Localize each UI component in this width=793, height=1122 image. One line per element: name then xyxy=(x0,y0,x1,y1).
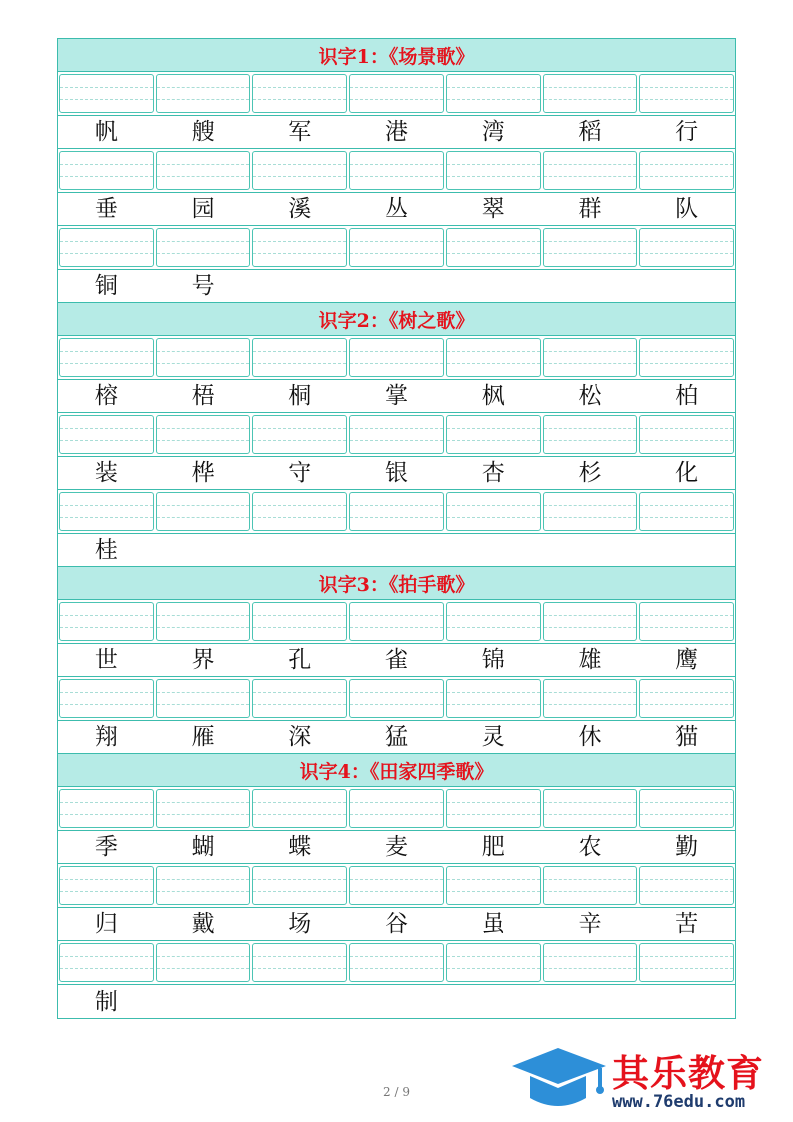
pinyin-writing-row xyxy=(58,226,735,270)
pinyin-writing-box[interactable] xyxy=(59,679,154,718)
pinyin-writing-box[interactable] xyxy=(252,74,347,113)
pinyin-writing-box[interactable] xyxy=(639,338,734,377)
pinyin-writing-box[interactable] xyxy=(156,789,251,828)
pinyin-writing-box[interactable] xyxy=(446,866,541,905)
character-cell: 掌 xyxy=(385,383,409,409)
section-title: 识字1：《场景歌》 xyxy=(58,39,735,72)
pinyin-writing-box[interactable] xyxy=(59,943,154,982)
pinyin-writing-box[interactable] xyxy=(543,943,638,982)
character-cell: 世 xyxy=(94,647,118,673)
pinyin-writing-row xyxy=(58,72,735,116)
pinyin-writing-box[interactable] xyxy=(543,415,638,454)
pinyin-writing-box[interactable] xyxy=(252,943,347,982)
pinyin-writing-box[interactable] xyxy=(252,228,347,267)
character-cell: 装 xyxy=(94,460,118,486)
character-cell: 谷 xyxy=(385,911,409,937)
pinyin-writing-box[interactable] xyxy=(349,74,444,113)
character-row xyxy=(58,985,735,1018)
character-cell: 榕 xyxy=(94,383,118,409)
pinyin-writing-box[interactable] xyxy=(446,602,541,641)
pinyin-writing-box[interactable] xyxy=(639,943,734,982)
character-cell: 翠 xyxy=(481,196,505,222)
pinyin-writing-box[interactable] xyxy=(252,789,347,828)
pinyin-writing-box[interactable] xyxy=(252,679,347,718)
character-row xyxy=(58,116,735,149)
section-title: 识字3：《拍手歌》 xyxy=(58,567,735,600)
pinyin-writing-box[interactable] xyxy=(59,74,154,113)
character-cell: 戴 xyxy=(191,911,215,937)
pinyin-writing-box[interactable] xyxy=(59,866,154,905)
pinyin-writing-box[interactable] xyxy=(446,789,541,828)
character-cell xyxy=(348,534,445,566)
character-cell xyxy=(542,534,639,566)
pinyin-writing-box[interactable] xyxy=(639,602,734,641)
character-cell xyxy=(348,985,445,1018)
pinyin-writing-box[interactable] xyxy=(349,338,444,377)
pinyin-writing-box[interactable] xyxy=(639,415,734,454)
character-cell: 艘 xyxy=(191,119,215,145)
pinyin-writing-box[interactable] xyxy=(59,602,154,641)
character-cell: 麦 xyxy=(385,834,409,860)
character-cell: 铜 xyxy=(94,273,118,299)
character-cell xyxy=(348,270,445,302)
character-cell: 苦 xyxy=(675,911,699,937)
pinyin-writing-box[interactable] xyxy=(543,789,638,828)
character-cell: 蝴 xyxy=(191,834,215,860)
pinyin-writing-box[interactable] xyxy=(252,338,347,377)
pinyin-writing-box[interactable] xyxy=(156,943,251,982)
character-cell: 园 xyxy=(191,196,215,222)
character-row xyxy=(58,908,735,941)
pinyin-writing-box[interactable] xyxy=(446,943,541,982)
pinyin-writing-box[interactable] xyxy=(446,415,541,454)
character-cell: 雁 xyxy=(191,724,215,750)
pinyin-writing-box[interactable] xyxy=(639,74,734,113)
pinyin-writing-box[interactable] xyxy=(156,151,251,190)
character-cell: 灵 xyxy=(481,724,505,750)
character-cell: 雀 xyxy=(385,647,409,673)
pinyin-writing-box[interactable] xyxy=(156,415,251,454)
pinyin-writing-box[interactable] xyxy=(543,492,638,531)
character-cell: 归 xyxy=(94,911,118,937)
character-cell xyxy=(542,985,639,1018)
pinyin-writing-box[interactable] xyxy=(59,789,154,828)
pinyin-writing-box[interactable] xyxy=(639,228,734,267)
pinyin-writing-box[interactable] xyxy=(156,338,251,377)
character-cell: 群 xyxy=(578,196,602,222)
pinyin-writing-box[interactable] xyxy=(59,228,154,267)
pinyin-writing-box[interactable] xyxy=(252,151,347,190)
character-cell: 鹰 xyxy=(675,647,699,673)
pinyin-writing-box[interactable] xyxy=(446,228,541,267)
character-cell: 梧 xyxy=(191,383,215,409)
character-row xyxy=(58,270,735,303)
pinyin-writing-box[interactable] xyxy=(156,74,251,113)
character-cell: 枫 xyxy=(481,383,505,409)
pinyin-writing-box[interactable] xyxy=(252,415,347,454)
character-cell: 港 xyxy=(385,119,409,145)
pinyin-writing-row xyxy=(58,864,735,908)
character-cell: 场 xyxy=(288,911,312,937)
character-row xyxy=(58,831,735,864)
pinyin-writing-box[interactable] xyxy=(639,151,734,190)
worksheet-grid xyxy=(57,38,736,1019)
section-title: 识字2：《树之歌》 xyxy=(58,303,735,336)
section-title: 识字4：《田家四季歌》 xyxy=(58,754,735,787)
pinyin-writing-box[interactable] xyxy=(543,602,638,641)
character-cell xyxy=(638,985,735,1018)
pinyin-writing-box[interactable] xyxy=(349,492,444,531)
character-cell: 虽 xyxy=(481,911,505,937)
pinyin-writing-box[interactable] xyxy=(349,789,444,828)
character-cell: 蝶 xyxy=(288,834,312,860)
pinyin-writing-box[interactable] xyxy=(543,338,638,377)
pinyin-writing-box[interactable] xyxy=(59,492,154,531)
character-cell: 号 xyxy=(191,273,215,299)
character-cell: 溪 xyxy=(288,196,312,222)
pinyin-writing-row xyxy=(58,336,735,380)
character-cell: 柏 xyxy=(675,383,699,409)
pinyin-writing-row xyxy=(58,600,735,644)
character-row xyxy=(58,721,735,754)
pinyin-writing-box[interactable] xyxy=(156,492,251,531)
pinyin-writing-box[interactable] xyxy=(59,338,154,377)
character-cell: 制 xyxy=(94,989,118,1015)
pinyin-writing-row xyxy=(58,149,735,193)
pinyin-writing-box[interactable] xyxy=(543,866,638,905)
character-cell: 银 xyxy=(385,460,409,486)
character-cell xyxy=(445,985,542,1018)
pinyin-writing-box[interactable] xyxy=(252,866,347,905)
character-cell xyxy=(445,534,542,566)
character-cell xyxy=(542,270,639,302)
character-cell: 休 xyxy=(578,724,602,750)
pinyin-writing-box[interactable] xyxy=(543,151,638,190)
character-cell: 丛 xyxy=(385,196,409,222)
pinyin-writing-box[interactable] xyxy=(446,74,541,113)
character-cell xyxy=(445,270,542,302)
brand-name: 其乐教育 xyxy=(612,1052,764,1095)
character-cell: 深 xyxy=(288,724,312,750)
character-cell: 桦 xyxy=(191,460,215,486)
character-cell: 稻 xyxy=(578,119,602,145)
character-cell xyxy=(251,534,348,566)
pinyin-writing-box[interactable] xyxy=(349,151,444,190)
pinyin-writing-box[interactable] xyxy=(59,415,154,454)
pinyin-writing-box[interactable] xyxy=(639,679,734,718)
pinyin-writing-row xyxy=(58,490,735,534)
pinyin-writing-box[interactable] xyxy=(446,151,541,190)
character-cell: 化 xyxy=(675,460,699,486)
pinyin-writing-box[interactable] xyxy=(639,866,734,905)
pinyin-writing-box[interactable] xyxy=(349,415,444,454)
character-cell: 农 xyxy=(578,834,602,860)
character-cell: 季 xyxy=(94,834,118,860)
pinyin-writing-box[interactable] xyxy=(349,679,444,718)
character-cell: 松 xyxy=(578,383,602,409)
character-cell: 军 xyxy=(288,119,312,145)
pinyin-writing-box[interactable] xyxy=(156,679,251,718)
character-cell xyxy=(638,534,735,566)
pinyin-writing-row xyxy=(58,787,735,831)
pinyin-writing-box[interactable] xyxy=(349,602,444,641)
character-cell: 界 xyxy=(191,647,215,673)
brand-url[interactable]: www.76edu.com xyxy=(612,1092,746,1112)
pinyin-writing-box[interactable] xyxy=(446,338,541,377)
character-cell: 辛 xyxy=(578,911,602,937)
pinyin-writing-box[interactable] xyxy=(639,789,734,828)
character-cell: 雄 xyxy=(578,647,602,673)
character-cell xyxy=(155,534,252,566)
character-row xyxy=(58,457,735,490)
pinyin-writing-box[interactable] xyxy=(639,492,734,531)
character-cell xyxy=(251,270,348,302)
character-cell: 杉 xyxy=(578,460,602,486)
character-cell: 桐 xyxy=(288,383,312,409)
pinyin-writing-row xyxy=(58,677,735,721)
pinyin-writing-box[interactable] xyxy=(156,602,251,641)
character-cell: 锦 xyxy=(481,647,505,673)
character-row xyxy=(58,644,735,677)
pinyin-writing-row xyxy=(58,941,735,985)
character-row xyxy=(58,380,735,413)
pinyin-writing-row xyxy=(58,413,735,457)
character-cell: 行 xyxy=(675,119,699,145)
pinyin-writing-box[interactable] xyxy=(156,228,251,267)
character-cell: 肥 xyxy=(481,834,505,860)
pinyin-writing-box[interactable] xyxy=(446,679,541,718)
pinyin-writing-box[interactable] xyxy=(252,602,347,641)
character-cell: 队 xyxy=(675,196,699,222)
character-cell: 帆 xyxy=(94,119,118,145)
page-number: 2 / 9 xyxy=(383,1085,410,1099)
pinyin-writing-box[interactable] xyxy=(543,74,638,113)
pinyin-writing-box[interactable] xyxy=(349,228,444,267)
pinyin-writing-box[interactable] xyxy=(446,492,541,531)
character-cell: 守 xyxy=(288,460,312,486)
character-cell: 猫 xyxy=(675,724,699,750)
character-cell: 勤 xyxy=(675,834,699,860)
character-cell: 翔 xyxy=(94,724,118,750)
character-cell: 猛 xyxy=(385,724,409,750)
pinyin-writing-box[interactable] xyxy=(543,679,638,718)
character-cell: 桂 xyxy=(94,537,118,563)
character-cell xyxy=(638,270,735,302)
character-row xyxy=(58,193,735,226)
character-cell: 垂 xyxy=(94,196,118,222)
character-cell xyxy=(251,985,348,1018)
pinyin-writing-box[interactable] xyxy=(252,492,347,531)
pinyin-writing-box[interactable] xyxy=(349,866,444,905)
character-cell: 孔 xyxy=(288,647,312,673)
pinyin-writing-box[interactable] xyxy=(543,228,638,267)
character-row xyxy=(58,534,735,567)
pinyin-writing-box[interactable] xyxy=(59,151,154,190)
character-cell: 湾 xyxy=(481,119,505,145)
pinyin-writing-box[interactable] xyxy=(349,943,444,982)
pinyin-writing-box[interactable] xyxy=(156,866,251,905)
character-cell: 杏 xyxy=(481,460,505,486)
character-cell xyxy=(155,985,252,1018)
